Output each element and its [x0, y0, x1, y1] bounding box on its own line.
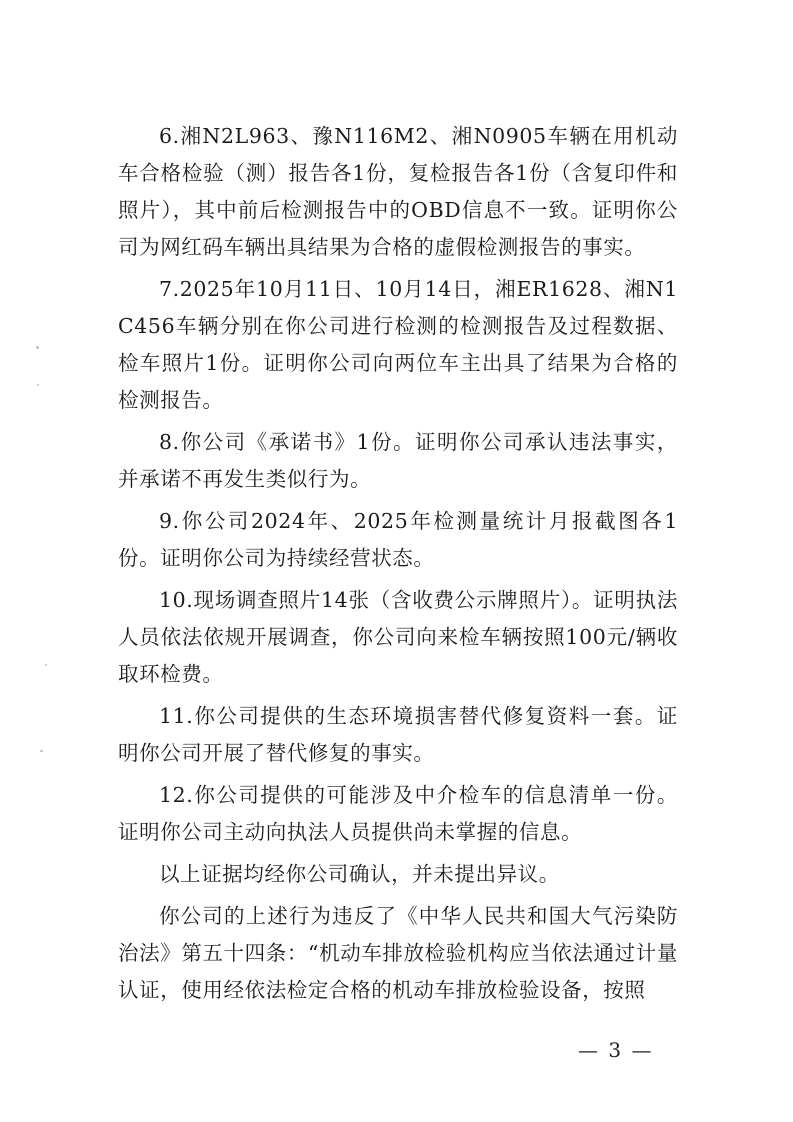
legal-violation-paragraph: 你公司的上述行为违反了《中华人民共和国大气污染防治法》第五十四条：“机动车排放检验机构应当依法通过计量认证，使用经依法检定合格的机动车排放检验设备，按照	[118, 904, 678, 1002]
scan-speck	[45, 664, 47, 666]
evidence-confirmation: 以上证据均经你公司确认，并未提出异议。	[159, 862, 560, 886]
evidence-item-7: 7.2025年10月11日、10月14日，湘ER1628、湘N1C456车辆分别在你公司进行检测的检测报告及过程数据、检车照片1份。证明你公司向两位车主出具了结果为合格的检测报告。	[118, 277, 678, 412]
scan-speck	[37, 384, 39, 386]
evidence-item-6: 6.湘N2L963、豫N116M2、湘N0905车辆在用机动车合格检验（测）报告各1份，复检报告各1份（含复印件和照片），其中前后检测报告中的OBD信息不一致。证明你公司为网红码车辆出具结果为合格的虚假检测报告的事实。	[118, 124, 678, 259]
evidence-item-12: 12.你公司提供的可能涉及中介检车的信息清单一份。证明你公司主动向执法人员提供尚未掌握的信息。	[118, 783, 678, 844]
evidence-item-8: 8.你公司《承诺书》1份。证明你公司承认违法事实，并承诺不再发生类似行为。	[118, 430, 678, 491]
page-number: — 3 —	[578, 1038, 654, 1062]
evidence-item-10: 10.现场调查照片14张（含收费公示牌照片）。证明执法人员依法依规开展调查，你公司向来检车辆按照100元/辆收取环检费。	[118, 588, 678, 686]
evidence-item-11: 11.你公司提供的生态环境损害替代修复资料一套。证明你公司开展了替代修复的事实。	[118, 704, 678, 765]
scan-speck	[40, 750, 43, 752]
evidence-item-9: 9.你公司2024年、2025年检测量统计月报截图各1份。证明你公司为持续经营状态。	[118, 509, 678, 570]
scan-speck	[36, 346, 39, 349]
document-body	[118, 118, 678, 1014]
